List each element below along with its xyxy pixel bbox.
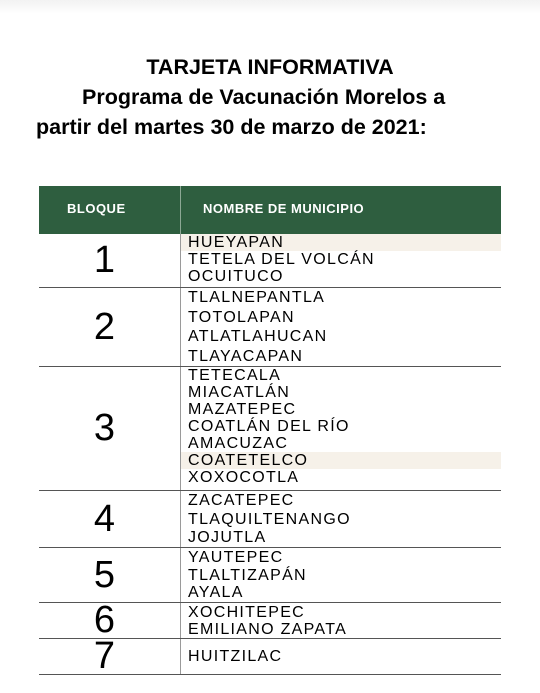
- bloque-number: 1: [39, 234, 181, 287]
- document-title: TARJETA INFORMATIVA: [146, 55, 394, 79]
- bloque-number: 6: [39, 603, 181, 638]
- municipio-list: [181, 367, 501, 490]
- table-row: [39, 288, 501, 367]
- table-row: [39, 367, 501, 491]
- municipio-name: XOXOCOTLA: [188, 469, 300, 486]
- vaccination-table: [39, 186, 501, 675]
- table-row: [39, 599, 501, 641]
- municipio-name: ZACATEPEC: [188, 492, 295, 509]
- bloque-number: 7: [39, 639, 181, 674]
- municipio-list: [181, 288, 501, 366]
- column-header-municipio: NOMBRE DE MUNICIPIO: [203, 201, 365, 216]
- municipio-name: TLAYACAPAN: [188, 347, 304, 365]
- municipio-list: [181, 491, 501, 547]
- table-row: [39, 548, 501, 603]
- municipio-name: EMILIANO ZAPATA: [188, 620, 348, 638]
- municipio-name: TETECALA: [188, 367, 282, 384]
- document-subtitle-line-1: Programa de Vacunación Morelos a: [82, 85, 446, 109]
- municipio-list: [181, 603, 501, 638]
- table-row: [39, 635, 501, 677]
- document-subtitle-line-2: partir del martes 30 de marzo de 2021:: [36, 115, 427, 139]
- top-band: [0, 0, 540, 14]
- municipio-list: [181, 234, 501, 287]
- column-header-bloque: BLOQUE: [39, 186, 181, 234]
- table-header: [39, 186, 501, 234]
- municipio-name: COATETELCO: [181, 452, 501, 469]
- municipio-list: [181, 639, 501, 674]
- municipio-name: MIACATLÁN: [188, 384, 291, 401]
- municipio-name: XOCHITEPEC: [188, 603, 306, 621]
- document-heading: [0, 52, 540, 142]
- municipio-name: AMACUZAC: [188, 435, 289, 452]
- bloque-number: 5: [39, 548, 181, 602]
- municipio-name: COATLÁN DEL RÍO: [188, 418, 350, 435]
- municipio-list: [181, 548, 501, 602]
- table-row: [39, 234, 501, 288]
- municipio-name: OCUITUCO: [188, 268, 284, 285]
- municipio-name: AYALA: [188, 584, 244, 601]
- municipio-name: HUEYAPAN: [181, 234, 501, 251]
- municipio-name: TOTOLAPAN: [188, 308, 295, 326]
- municipio-name: MAZATEPEC: [188, 401, 297, 418]
- bloque-number: 3: [39, 367, 181, 490]
- municipio-name: HUITZILAC: [188, 648, 283, 665]
- municipio-name: TLALNEPANTLA: [188, 289, 326, 306]
- municipio-name: TLAQUILTENANGO: [188, 510, 351, 528]
- bloque-number: 4: [39, 491, 181, 547]
- municipio-name: TLALTIZAPÁN: [188, 566, 307, 584]
- table-row: [39, 491, 501, 548]
- municipio-name: ATLATLAHUCAN: [188, 328, 328, 346]
- municipio-name: YAUTEPEC: [188, 549, 284, 566]
- bloque-number: 2: [39, 288, 181, 366]
- municipio-name: JOJUTLA: [188, 529, 267, 546]
- municipio-name: TETELA DEL VOLCÁN: [188, 251, 375, 268]
